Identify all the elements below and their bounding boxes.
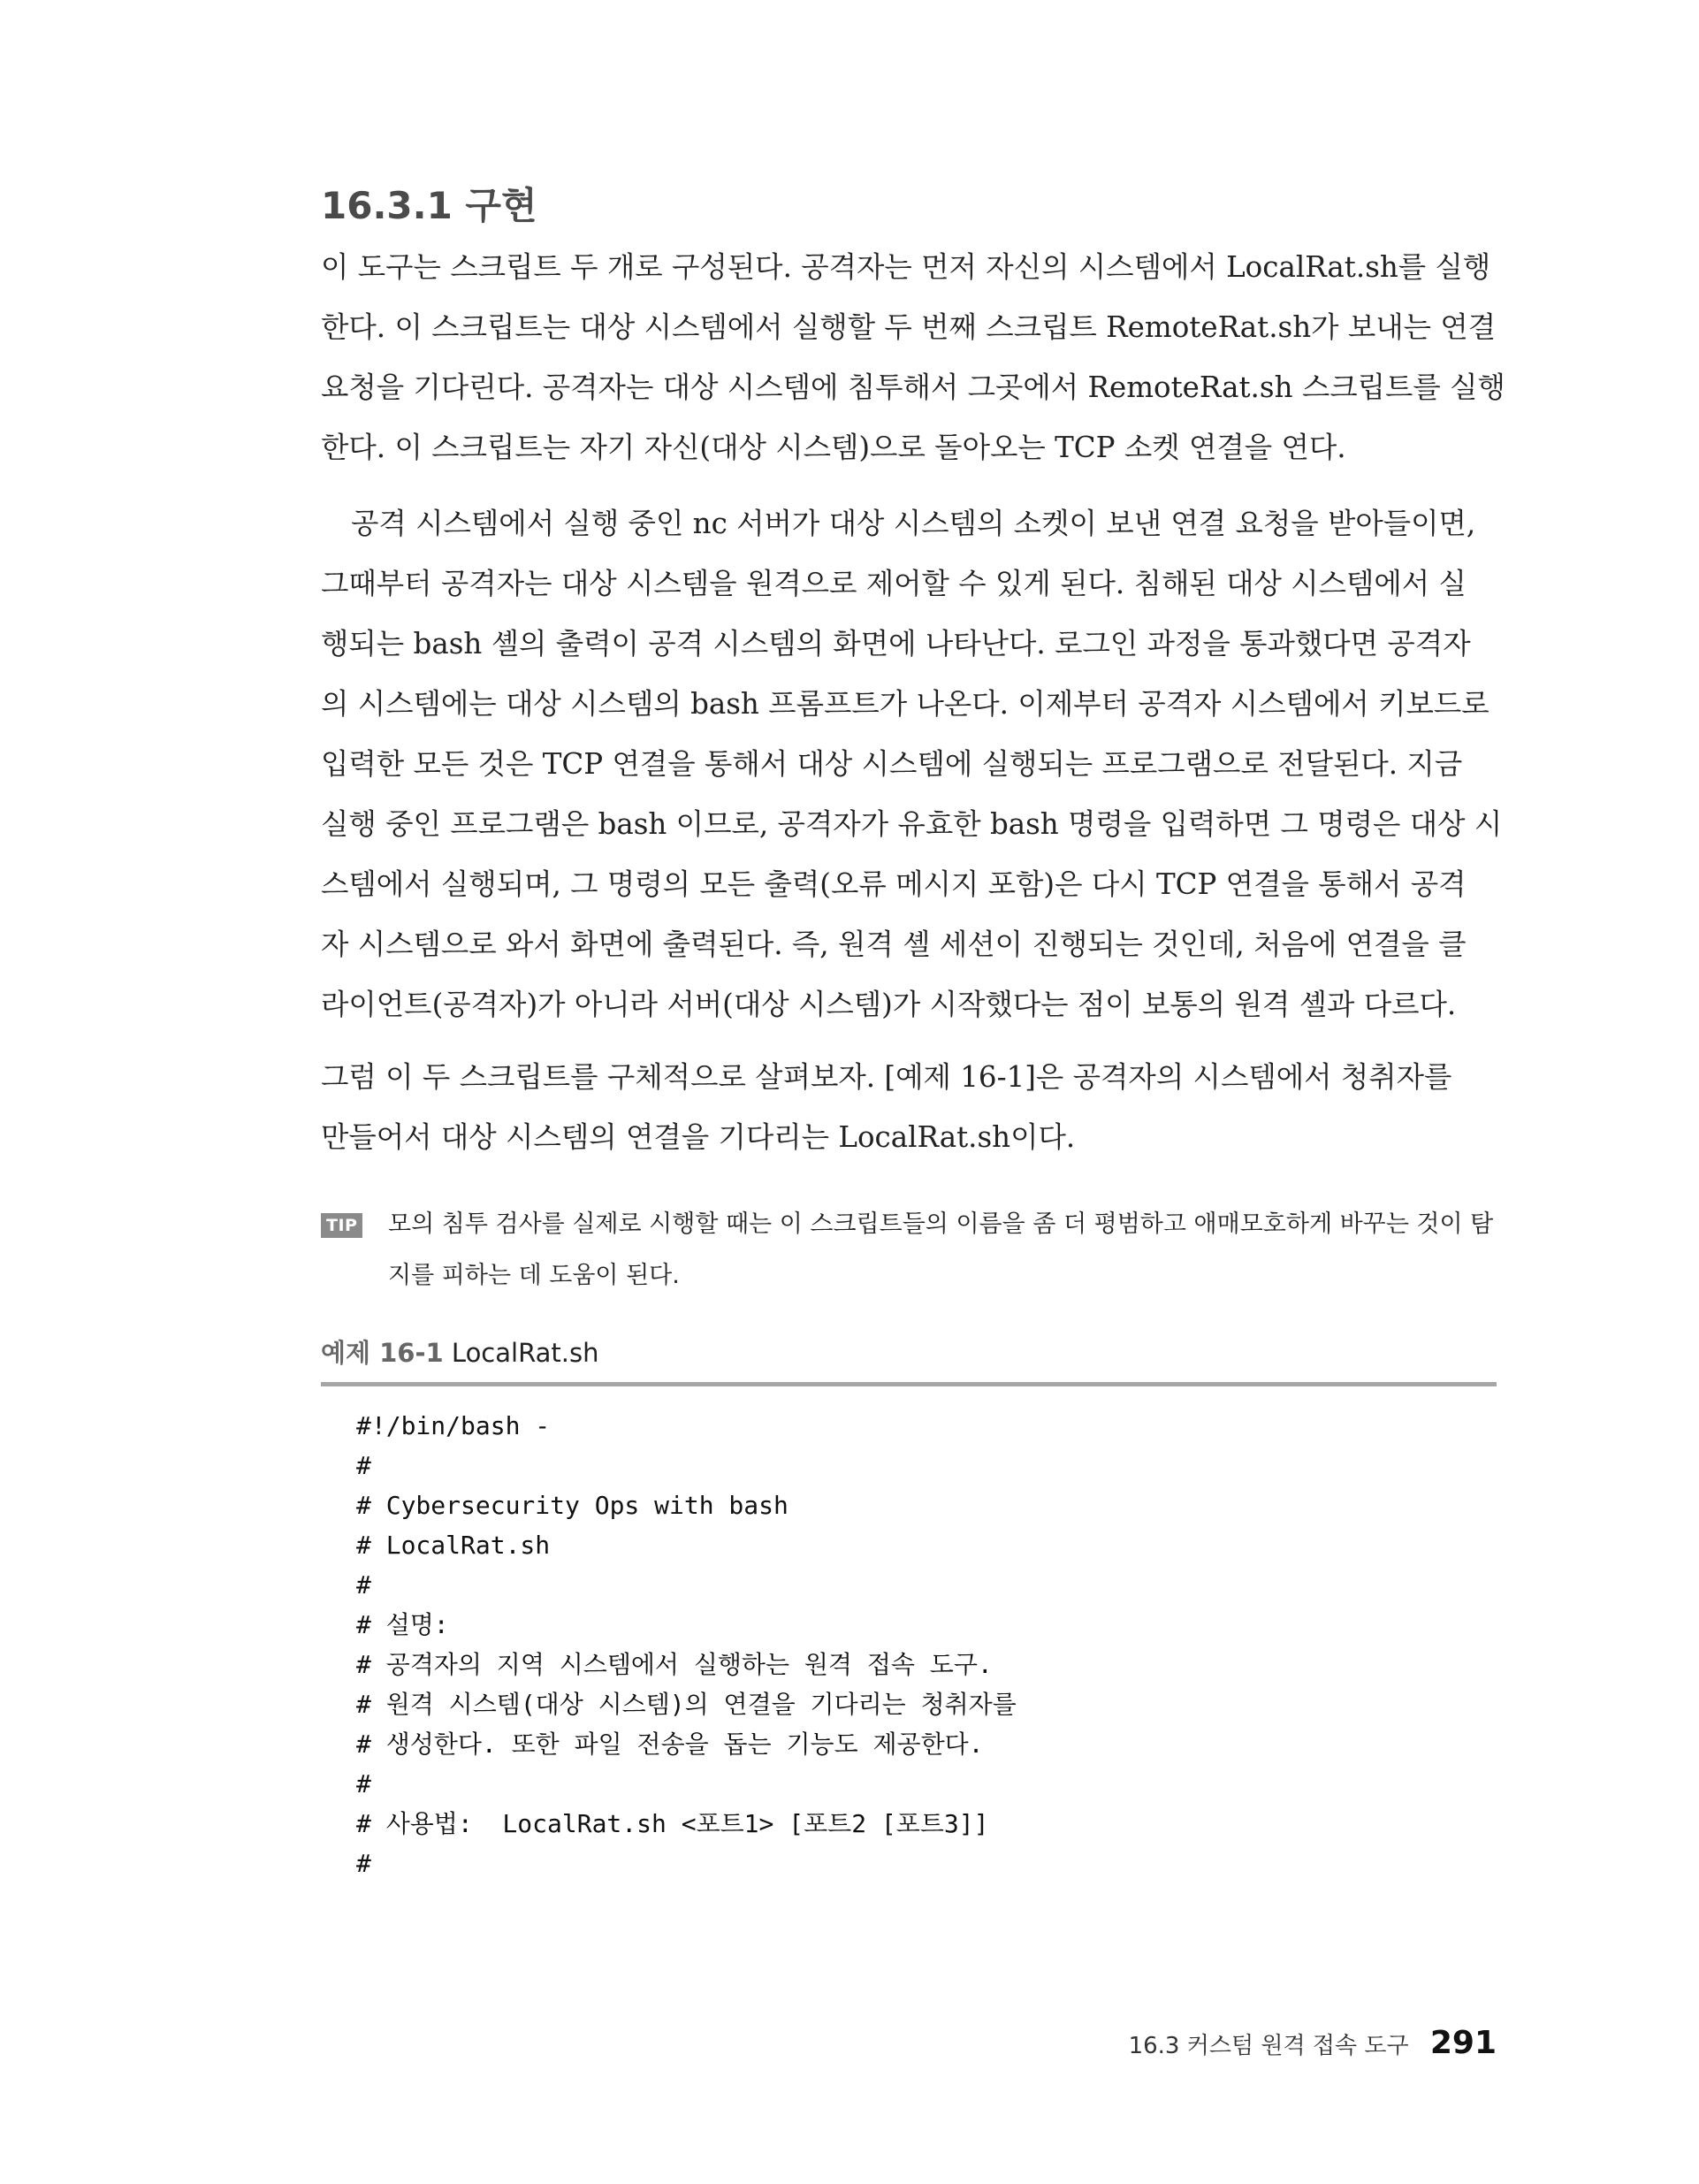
code-line: # LocalRat.sh [356, 1531, 551, 1560]
footer-section-label: 16.3 커스텀 원격 접속 도구 [1128, 2033, 1409, 2059]
tip-badge: TIP [321, 1213, 362, 1238]
page-number: 291 [1429, 2025, 1497, 2061]
example-filename: LocalRat.sh [451, 1338, 599, 1368]
page-footer [1129, 2025, 1497, 2061]
example-label: 예제 16-1 [321, 1338, 444, 1368]
text-line: 그때부터 공격자는 대상 시스템을 원격으로 제어할 수 있게 된다. 침해된 대상 시스템에서 실 [321, 567, 1467, 600]
text-line: 자 시스템으로 와서 화면에 출력된다. 즉, 원격 셸 세션이 진행되는 것인데, 처음에 연결을 클 [321, 928, 1467, 961]
text-line: 입력한 모든 것은 TCP 연결을 통해서 대상 시스템에 실행되는 프로그램으로 전달된다. 지금 [321, 747, 1463, 781]
code-line: # 사용법: LocalRat.sh <포트1> [포트2 [포트3]] [356, 1809, 989, 1838]
text-line: 행되는 bash 셸의 출력이 공격 시스템의 화면에 나타난다. 로그인 과정을 통과했다면 공격자 [321, 627, 1471, 661]
code-line: # [356, 1849, 371, 1878]
text-line: 한다. 이 스크립트는 대상 시스템에서 실행할 두 번째 스크립트 RemoteRat.sh가 보내는 연결 [321, 310, 1497, 344]
code-line: # 설명: [356, 1610, 449, 1639]
tip-line: 모의 침투 검사를 실제로 시행할 때는 이 스크립트들의 이름을 좀 더 평범하고 애매모호하게 바꾸는 것이 탐 [388, 1210, 1494, 1238]
example-divider [321, 1382, 1497, 1386]
text-line: 요청을 기다린다. 공격자는 대상 시스템에 침투해서 그곳에서 RemoteRat.sh 스크립트를 실행 [321, 370, 1505, 404]
code-line: # 생성한다. 또한 파일 전송을 돕는 기능도 제공한다. [356, 1730, 984, 1759]
tip-line: 지를 피하는 데 도움이 된다. [388, 1262, 680, 1289]
text-line: 공격 시스템에서 실행 중인 nc 서버가 대상 시스템의 소켓이 보낸 연결 요청을 받아들이면, [351, 507, 1476, 540]
text-line: 스템에서 실행되며, 그 명령의 모든 출력(오류 메시지 포함)은 다시 TCP 연결을 통해서 공격 [321, 867, 1467, 901]
code-line: # [356, 1769, 371, 1798]
paragraph-1 [321, 237, 1505, 477]
text-line: 만들어서 대상 시스템의 연결을 기다리는 LocalRat.sh이다. [321, 1120, 1076, 1154]
text-line: 라이언트(공격자)가 아니라 서버(대상 시스템)가 시작했다는 점이 보통의 원격 셸과 다르다. [321, 988, 1457, 1021]
paragraph-2 [321, 493, 1503, 1035]
code-line: #!/bin/bash - [356, 1411, 551, 1440]
code-block [356, 1406, 1017, 1883]
section-title: 16.3.1 구현 [321, 184, 537, 227]
text-line: 의 시스템에는 대상 시스템의 bash 프롬프트가 나온다. 이제부터 공격자 시스템에서 키보드로 [321, 687, 1489, 721]
text-line: 한다. 이 스크립트는 자기 자신(대상 시스템)으로 돌아오는 TCP 소켓 연결을 연다. [321, 431, 1346, 464]
paragraph-3 [321, 1047, 1497, 1167]
code-line: # [356, 1570, 371, 1600]
book-page [321, 0, 1505, 2184]
text-line: 이 도구는 스크립트 두 개로 구성된다. 공격자는 먼저 자신의 시스템에서 LocalRat.sh를 실행 [321, 250, 1491, 284]
tip-text [388, 1199, 1497, 1302]
code-line: # [356, 1451, 371, 1480]
example-caption [321, 1333, 598, 1370]
code-line: # 원격 시스템(대상 시스템)의 연결을 기다리는 청취자를 [356, 1690, 1017, 1719]
text-line: 그럼 이 두 스크립트를 구체적으로 살펴보자. [예제 16-1]은 공격자의 시스템에서 청취자를 [321, 1060, 1452, 1094]
text-line: 실행 중인 프로그램은 bash 이므로, 공격자가 유효한 bash 명령을 입력하면 그 명령은 대상 시 [321, 807, 1503, 841]
code-line: # Cybersecurity Ops with bash [356, 1491, 789, 1520]
code-line: # 공격자의 지역 시스템에서 실행하는 원격 접속 도구. [356, 1650, 993, 1679]
